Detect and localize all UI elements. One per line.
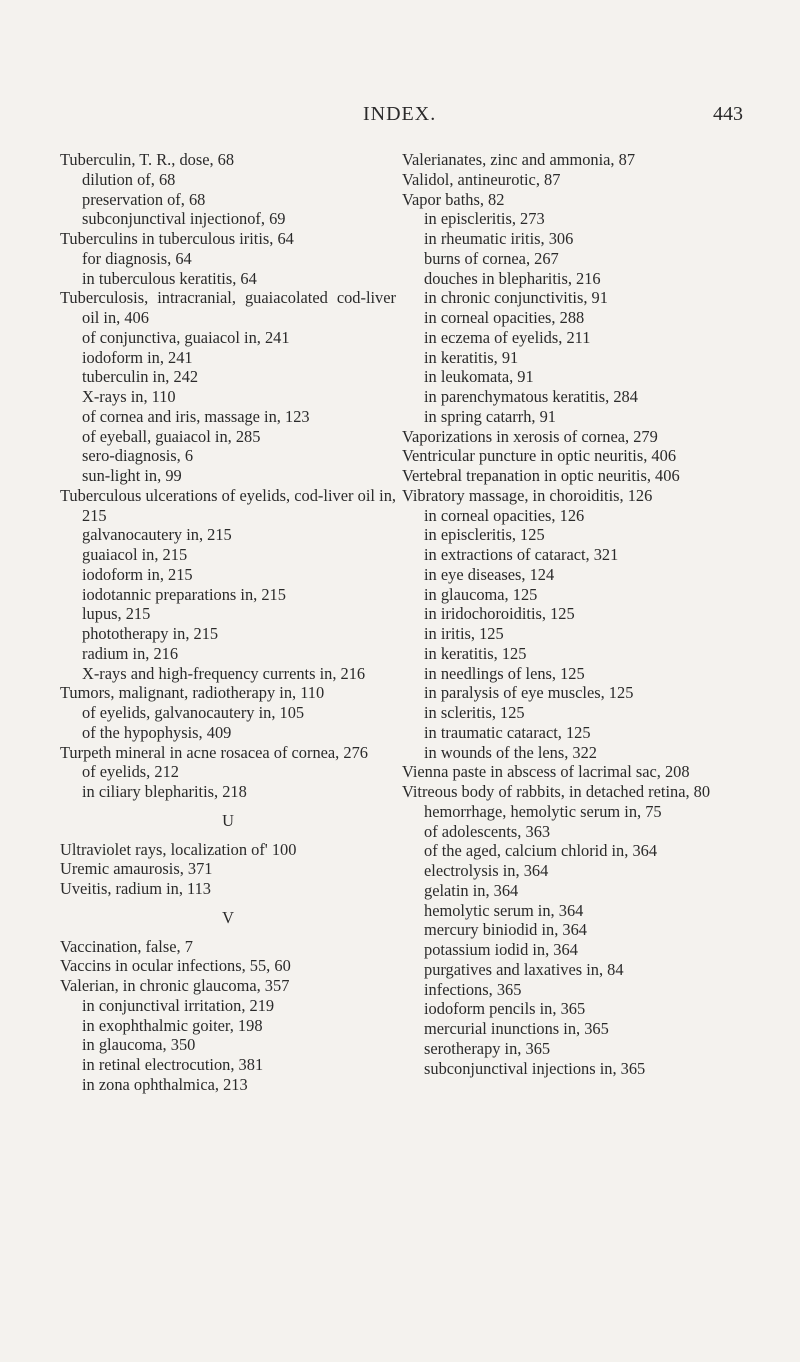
index-subentry: douches in blepharitis, 216 (424, 268, 601, 288)
index-subentry: for diagnosis, 64 (82, 248, 192, 268)
index-subentry: subconjunctival injectionof, 69 (82, 209, 286, 229)
index-entry: Vaccins in ocular infections, 55, 60 (60, 956, 291, 976)
index-subentry: X-rays and high-frequency currents in, 216 (82, 663, 366, 683)
index-subentry: infections, 365 (424, 979, 522, 999)
index-subentry: iodotannic preparations in, 215 (82, 584, 286, 604)
index-subentry: of the hypophysis, 409 (82, 722, 232, 742)
index-entry: Vaporizations in xerosis of cornea, 279 (402, 426, 658, 446)
index-subentry: phototherapy in, 215 (82, 624, 219, 643)
index-entry: Tuberculins in tuberculous iritis, 64 (60, 229, 294, 248)
index-subentry: in tuberculous keratitis, 64 (82, 268, 257, 288)
index-entry: Turpeth mineral in acne rosacea of cornea, 276 (60, 742, 368, 762)
index-column-left (60, 150, 396, 1095)
index-subentry: subconjunctival injections in, 365 (424, 1058, 646, 1078)
page-title: INDEX. (363, 103, 437, 125)
index-subentry: iodoform pencils in, 365 (424, 999, 586, 1019)
index-entry: Valerian, in chronic glaucoma, 357 (60, 976, 290, 995)
index-subentry: mercury biniodid in, 364 (424, 920, 587, 940)
index-subentry: in corneal opacities, 288 (424, 308, 585, 327)
index-entry: Valerianates, zinc and ammonia, 87 (402, 150, 636, 169)
index-subentry: galvanocautery in, 215 (82, 525, 232, 545)
index-subentry: in episcleritis, 273 (424, 209, 545, 229)
index-entry: Vertebral trepanation in optic neuritis, 406 (402, 466, 680, 485)
index-subentry: iodoform in, 215 (82, 564, 193, 584)
index-entry: Ultraviolet rays, localization of' 100 (60, 839, 297, 859)
index-subentry: in leukomata, 91 (424, 367, 534, 387)
index-subentry: preservation of, 68 (82, 189, 206, 209)
index-subentry: hemolytic serum in, 364 (424, 900, 584, 920)
index-subentry: mercurial inunctions in, 365 (424, 1019, 609, 1038)
index-subentry: in chronic conjunctivitis, 91 (424, 288, 608, 308)
index-subentry: electrolysis in, 364 (424, 861, 549, 880)
index-subentry: iodoform in, 241 (82, 347, 193, 367)
index-subentry: in keratitis, 91 (424, 347, 519, 367)
index-subentry: dilution of, 68 (82, 169, 176, 189)
index-entry: Vapor baths, 82 (402, 189, 505, 209)
index-subentry: in glaucoma, 125 (424, 584, 538, 604)
index-entry: Tuberculous ulcerations of eyelids, cod-liver oil in, 215 (60, 485, 396, 525)
index-entry: Vaccination, false, 7 (60, 936, 193, 956)
index-entry: Vitreous body of rabbits, in detached retina, 80 (402, 782, 711, 801)
index-subentry: in episcleritis, 125 (424, 525, 545, 545)
index-subentry: in eczema of eyelids, 211 (424, 327, 591, 347)
index-subentry: lupus, 215 (82, 604, 151, 624)
index-subentry: in traumatic cataract, 125 (424, 722, 591, 742)
index-subentry: in exophthalmic goiter, 198 (82, 1015, 263, 1035)
index-subentry: of cornea and iris, massage in, 123 (82, 406, 310, 426)
index-subentry: of adolescents, 363 (424, 821, 551, 841)
index-entry: Uremic amaurosis, 371 (60, 859, 213, 879)
page-header (0, 103, 800, 129)
index-subentry: in extractions of cataract, 321 (424, 545, 619, 564)
section-letter: V (222, 907, 234, 927)
index-subentry: in corneal opacities, 126 (424, 505, 585, 525)
index-subentry: of the aged, calcium chlorid in, 364 (424, 841, 658, 861)
index-entry: Validol, antineurotic, 87 (402, 169, 561, 189)
page-number: 443 (713, 103, 743, 125)
index-subentry: in conjunctival irritation, 219 (82, 995, 275, 1015)
index-subentry: hemorrhage, hemolytic serum in, 75 (424, 801, 662, 821)
index-subentry: in iridochoroiditis, 125 (424, 604, 575, 624)
index-subentry: of conjunctiva, guaiacol in, 241 (82, 327, 290, 347)
index-subentry: in wounds of the lens, 322 (424, 742, 597, 762)
index-subentry: in spring catarrh, 91 (424, 406, 556, 426)
index-subentry: guaiacol in, 215 (82, 545, 188, 564)
index-subentry: in parenchymatous keratitis, 284 (424, 387, 638, 406)
index-subentry: gelatin in, 364 (424, 880, 519, 900)
index-subentry: in zona ophthalmica, 213 (82, 1074, 248, 1094)
index-subentry: in keratitis, 125 (424, 643, 527, 663)
index-entry: Vibratory massage, in choroiditis, 126 (402, 485, 653, 505)
index-entry: Vienna paste in abscess of lacrimal sac, 208 (402, 762, 690, 782)
index-subentry: tuberculin in, 242 (82, 367, 199, 387)
index-subentry: potassium iodid in, 364 (424, 940, 578, 959)
index-subentry: in retinal electrocution, 381 (82, 1055, 264, 1074)
index-column-right (402, 150, 738, 1078)
index-subentry: in iritis, 125 (424, 624, 504, 643)
index-entry: Tuberculosis, intracranial, guaiacolated cod-liver oil in, 406 (60, 288, 396, 327)
index-subentry: in needlings of lens, 125 (424, 663, 585, 683)
index-entry: Ventricular puncture in optic neuritis, 406 (402, 446, 677, 466)
index-subentry: in rheumatic iritis, 306 (424, 229, 574, 248)
index-subentry: in glaucoma, 350 (82, 1035, 196, 1055)
index-subentry: in paralysis of eye muscles, 125 (424, 683, 634, 703)
index-subentry: sun-light in, 99 (82, 466, 182, 485)
index-subentry: in scleritis, 125 (424, 703, 525, 722)
index-subentry: of eyeball, guaiacol in, 285 (82, 426, 261, 446)
index-subentry: radium in, 216 (82, 643, 179, 663)
index-subentry: serotherapy in, 365 (424, 1038, 551, 1058)
index-subentry: in ciliary blepharitis, 218 (82, 782, 247, 801)
index-subentry: of eyelids, galvanocautery in, 105 (82, 703, 305, 722)
index-subentry: purgatives and laxatives in, 84 (424, 959, 624, 979)
index-subentry: burns of cornea, 267 (424, 248, 559, 268)
index-entry: Uveitis, radium in, 113 (60, 879, 211, 898)
section-letter: U (222, 810, 234, 830)
index-subentry: of eyelids, 212 (82, 762, 179, 782)
index-entry: Tuberculin, T. R., dose, 68 (60, 150, 235, 169)
index-subentry: sero-diagnosis, 6 (82, 446, 194, 466)
index-subentry: in eye diseases, 124 (424, 564, 555, 584)
index-entry: Tumors, malignant, radiotherapy in, 110 (60, 683, 325, 703)
index-subentry: X-rays in, 110 (82, 387, 176, 406)
